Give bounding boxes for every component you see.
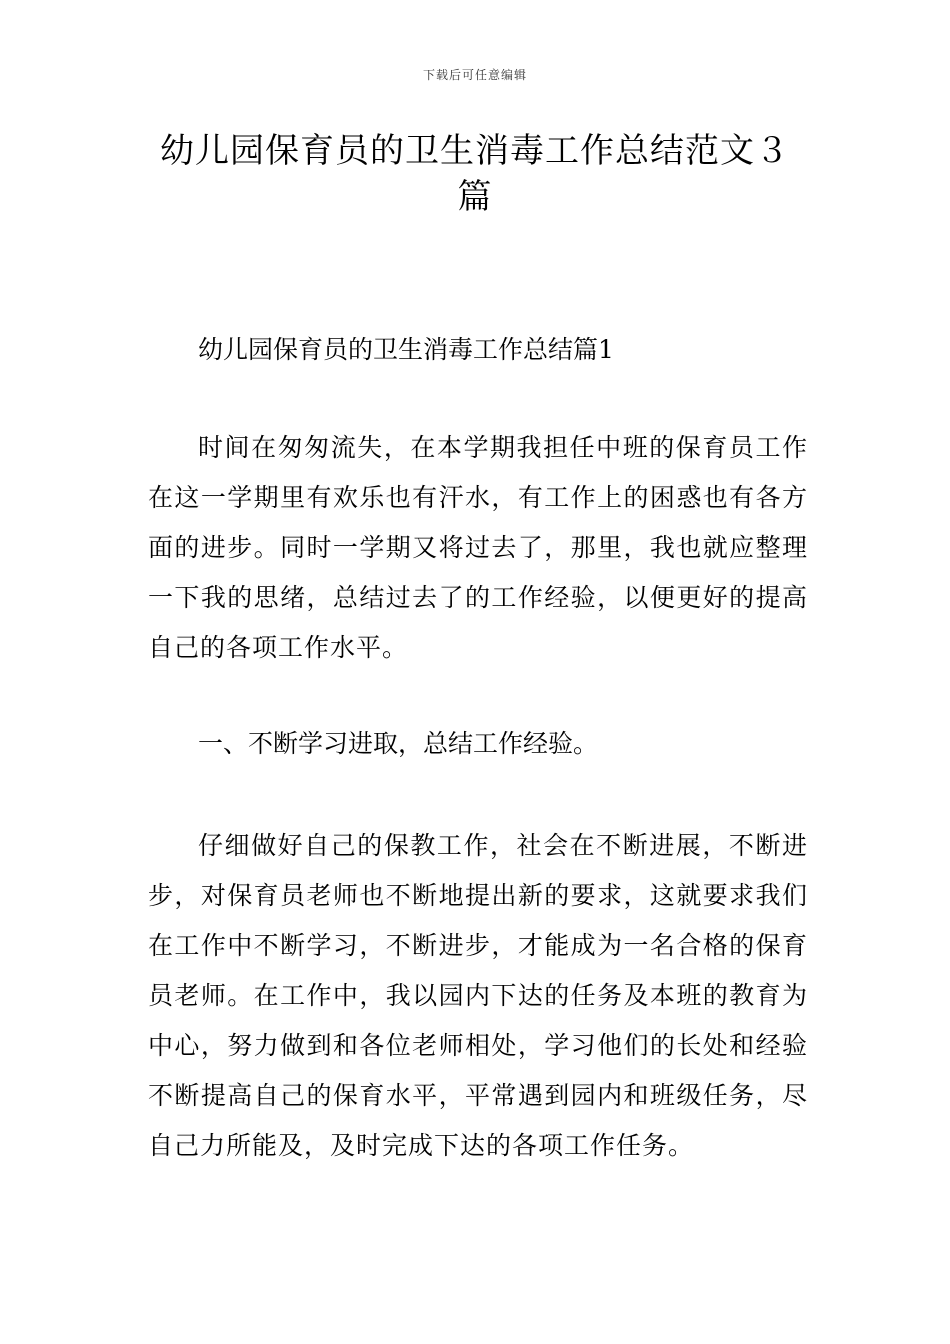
section-subtitle: 幼儿园保育员的卫生消毒工作总结篇1 xyxy=(198,335,614,364)
page-header-note: 下载后可任意编辑 xyxy=(422,68,527,82)
section-heading-one: 一、不断学习进取，总结工作经验。 xyxy=(198,729,599,758)
paragraph-learning: 仔细做好自己的保教工作，社会在不断进展，不断进步，对保育员老师也不断地提出新的要求，这就要求我们在工作中不断学习，不断进步，才能成为一名合格的保育员老师。在工作中，我以园内下达的任务及本班的教育为中心，努力做到和各位老师相处，学习他们的长处和经验不断提高自己的保育水平，平常遇到园内和班级任务，尽自己力所能及，及时完成下达的各项工作任务。 xyxy=(148,831,808,1160)
paragraph-intro: 时间在匆匆流失，在本学期我担任中班的保育员工作在这一学期里有欢乐也有汗水，有工作上的困惑也有各方面的进步。同时一学期又将过去了，那里，我也就应整理一下我的思绪，总结过去了的工作经验，以便更好的提高自己的各项工作水平。 xyxy=(148,433,808,662)
document-title: 幼儿园保育员的卫生消毒工作总结范文３篇 xyxy=(160,131,790,217)
